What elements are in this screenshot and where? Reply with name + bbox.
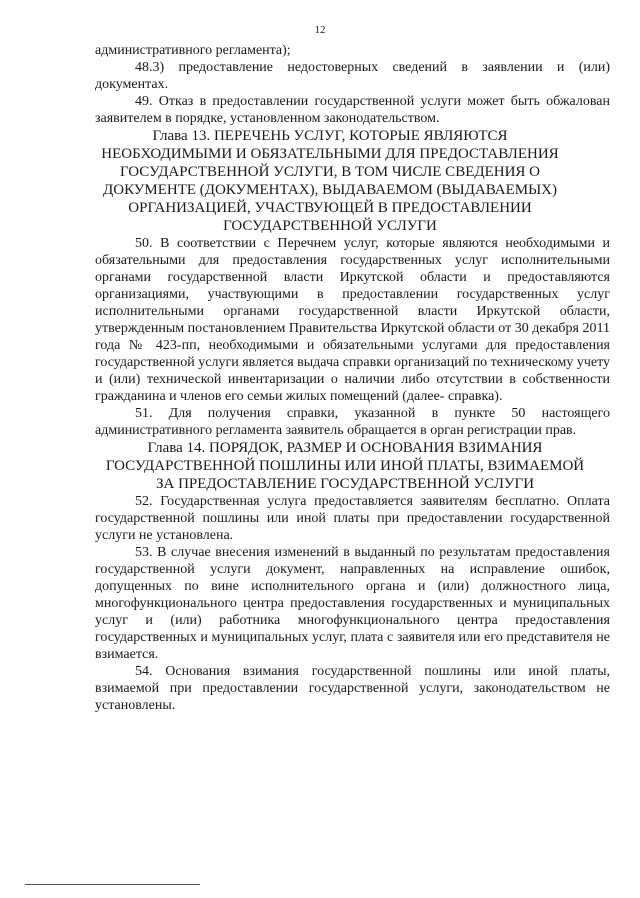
- paragraph-54: 54. Основания взимания государственной пошлины или иной платы, взимаемой при предоставлении государственной услуги, законодательством не установлены.: [95, 664, 610, 713]
- paragraph-48-3: 48.3) предоставление недостоверных сведений в заявлении и (или) документах.: [95, 60, 610, 92]
- paragraph-51: 51. Для получения справки, указанной в пункте 50 настоящего административного регламента заявитель обращается в орган регистрации прав.: [95, 406, 610, 438]
- page-number: 12: [314, 24, 326, 36]
- paragraph-50: 50. В соответствии с Перечнем услуг, которые являются необходимыми и обязательными для предоставления государственных услуг исполнительными органами государственной власти Иркутской области и предоставляются организациями, участвующими в предоставлении государственных услуг исполнительными органами государственной власти Иркутской области, утвержденным постановлением Правительства Иркутской области от 30 декабря 2011 года № 423-пп, необходимыми и обязательными услугами для предоставления государственной услуги является выдача справки организаций по техническому учету и (или) технической инвентаризации о наличии либо отсутствии в собственности гражданина и членов его семьи жилых помещений (далее- справка).: [95, 236, 611, 404]
- paragraph-continuation: административного регламента);: [95, 43, 291, 58]
- paragraph-53: 53. В случае внесения изменений в выданный по результатам предоставления государственной услуги документ, направленных на исправление ошибок, допущенных по вине исполнительного органа и (или) должностного лица, многофункционального центра предоставления государственных и муниципальных услуг и (или) работника многофункционального центра предоставления государственных и муниципальных услуг, плата с заявителя или его представителя не взимается.: [95, 545, 610, 662]
- chapter-13-heading: Глава 13. ПЕРЕЧЕНЬ УСЛУГ, КОТОРЫЕ ЯВЛЯЮТСЯ НЕОБХОДИМЫМИ И ОБЯЗАТЕЛЬНЫМИ ДЛЯ ПРЕДОСТАВЛЕНИЯ ГОСУДАРСТВЕННОЙ УСЛУГИ, В ТОМ ЧИСЛЕ СВЕДЕНИЯ О ДОКУМЕНТЕ (ДОКУМЕНТАХ), ВЫДАВАЕМОМ (ВЫДАВАЕМЫХ) ОРГАНИЗАЦИЕЙ, УЧАСТВУЮЩЕЙ В ПРЕДОСТАВЛЕНИИ ГОСУДАРСТВЕННОЙ УСЛУГИ: [101, 128, 559, 234]
- paragraph-52: 52. Государственная услуга предоставляется заявителям бесплатно. Оплата государственной пошлины или иной платы при предоставлении государственной услуги не установлена.: [95, 494, 610, 543]
- paragraph-49: 49. Отказ в предоставлении государственной услуги может быть обжалован заявителем в порядке, установленном законодательством.: [95, 94, 610, 126]
- footer-divider: [25, 884, 200, 885]
- document-body: [95, 42, 610, 714]
- chapter-14-heading: Глава 14. ПОРЯДОК, РАЗМЕР И ОСНОВАНИЯ ВЗИМАНИЯ ГОСУДАРСТВЕННОЙ ПОШЛИНЫ ИЛИ ИНОЙ ПЛАТЫ, ВЗИМАЕМОЙ ЗА ПРЕДОСТАВЛЕНИЕ ГОСУДАРСТВЕННОЙ УСЛУГИ: [105, 440, 585, 492]
